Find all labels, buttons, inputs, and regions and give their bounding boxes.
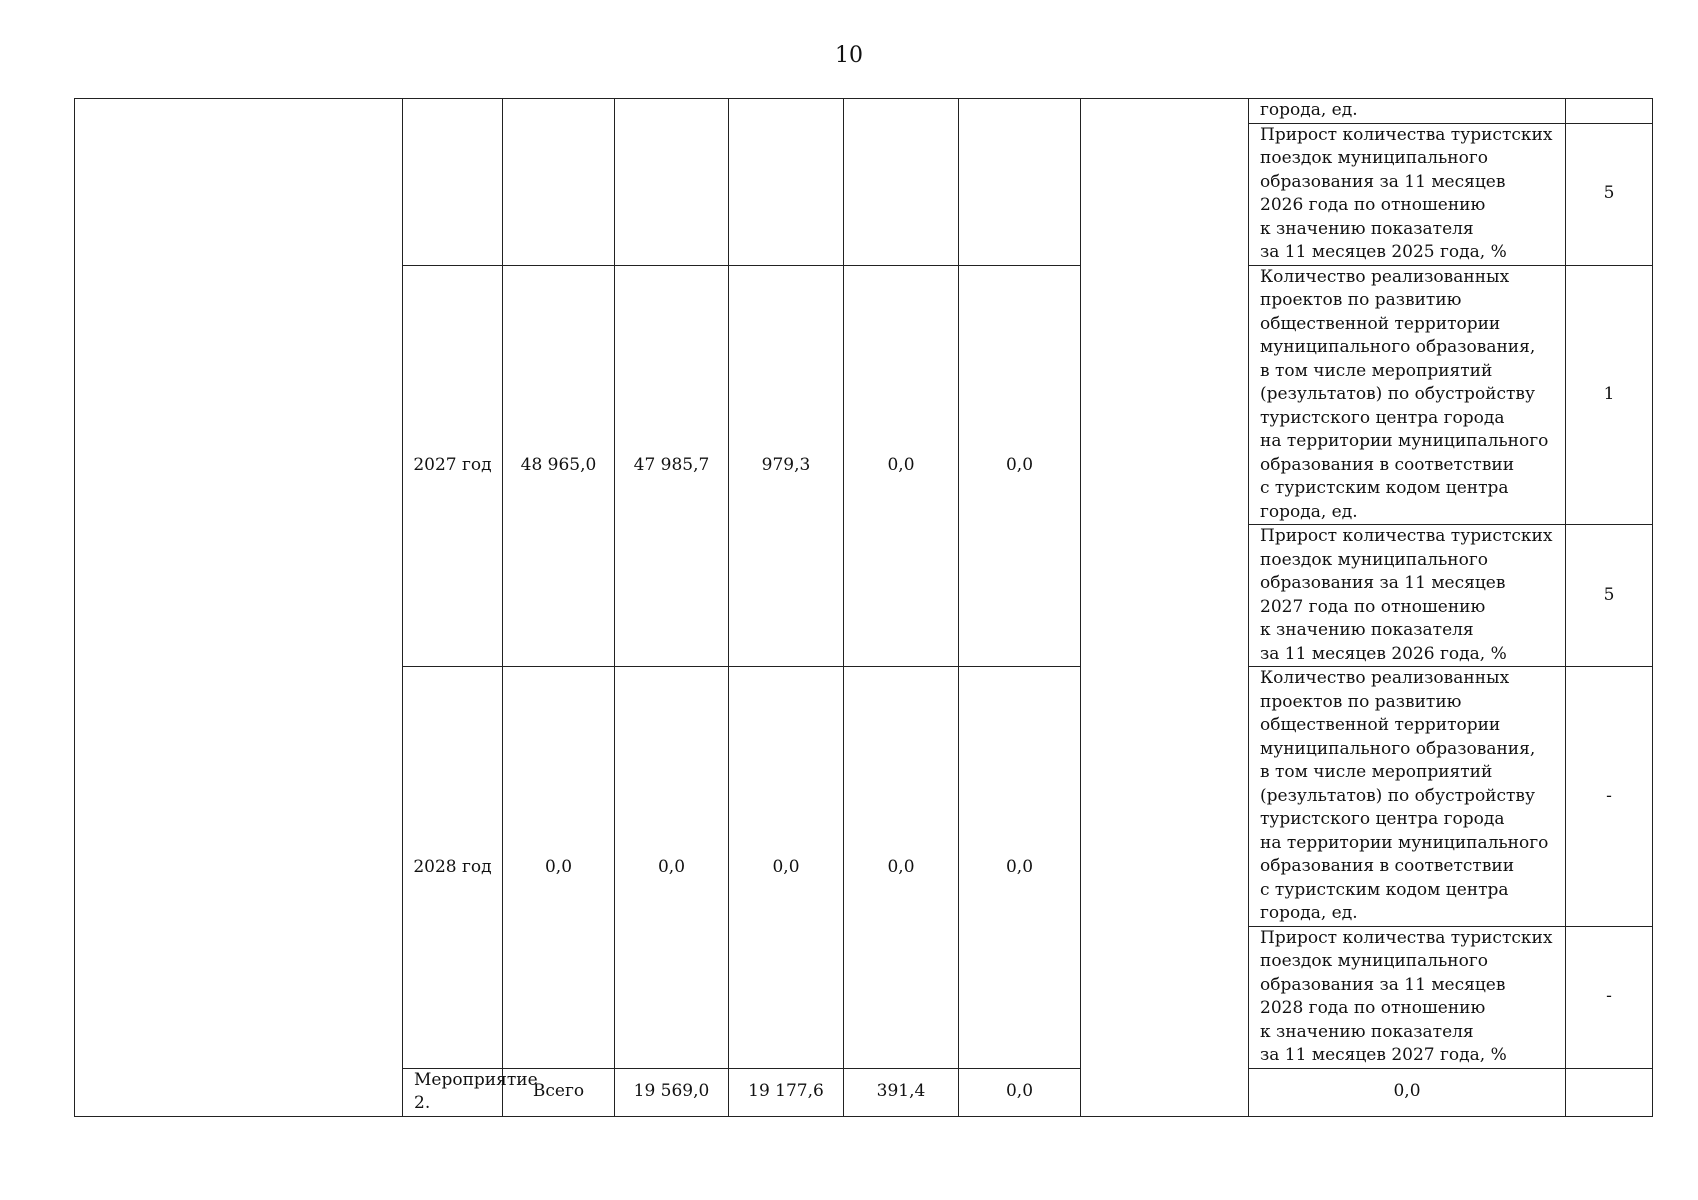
federal-amount: 0,0 <box>615 667 729 1069</box>
indicator-line: в том числе мероприятий <box>1260 762 1493 782</box>
indicator-line: поездок муниципального <box>1260 951 1489 971</box>
executor-cell <box>1081 99 1249 1117</box>
total-amount: 0,0 <box>503 667 615 1069</box>
indicator-line: (результатов) по обустройству <box>1260 384 1536 404</box>
indicator-line: образования за 11 месяцев <box>1260 573 1506 593</box>
indicator-line: Количество реализованных <box>1260 266 1510 287</box>
indicator-line: 2028 года по отношению <box>1260 998 1486 1018</box>
indicator-line: 2026 года по отношению <box>1260 195 1486 215</box>
indicator-projects-2028 <box>1249 667 1566 927</box>
executor-cell <box>1566 1068 1653 1116</box>
indicator-line: на территории муниципального <box>1260 832 1549 853</box>
indicator-line: (результатов) по обустройству <box>1260 785 1536 806</box>
event-name: Мероприятие 2. <box>403 1068 503 1116</box>
regional-amount: 391,4 <box>844 1068 959 1116</box>
indicator-line: за 11 месяцев 2026 года, % <box>1260 643 1507 664</box>
indicator-line: с туристским кодом центра <box>1260 478 1509 498</box>
indicator-line: образования за 11 месяцев <box>1260 171 1506 192</box>
indicator-line: к значению показателя <box>1260 1021 1474 1042</box>
other-amount: 0,0 <box>1249 1068 1566 1116</box>
indicator-line: Прирост количества туристских <box>1260 124 1553 145</box>
event-name-cell-continued <box>75 99 403 1117</box>
indicator-line: в том числе мероприятий <box>1260 360 1493 381</box>
indicator-line: образования за 11 месяцев <box>1260 974 1506 995</box>
indicator-line: города, ед. <box>1260 903 1358 923</box>
federal-amount: 19 177,6 <box>729 1068 844 1116</box>
indicator-line: туристского центра города <box>1260 809 1505 829</box>
total-cell-continued <box>503 99 615 266</box>
indicator-line: Прирост количества туристских <box>1260 526 1553 546</box>
indicator-line: поездок муниципального <box>1260 148 1489 168</box>
indicator-growth-2026 <box>1249 123 1566 265</box>
indicator-line: за 11 месяцев 2025 года, % <box>1260 242 1507 262</box>
local-cell-continued <box>844 99 959 266</box>
indicator-line: с туристским кодом центра <box>1260 879 1509 900</box>
regional-cell-continued <box>729 99 844 266</box>
indicator-growth-2028 <box>1249 926 1566 1068</box>
indicator-line: туристского центра города <box>1260 407 1505 428</box>
indicator-growth-2027 <box>1249 525 1566 667</box>
other-cell-continued <box>959 99 1081 266</box>
indicator-line: проектов по развитию <box>1260 691 1462 712</box>
other-amount: 0,0 <box>959 667 1081 1069</box>
indicator-value-cell <box>1566 99 1653 124</box>
indicator-line: города, ед. <box>1260 501 1358 522</box>
indicator-value: 5 <box>1566 525 1653 667</box>
local-amount: 0,0 <box>844 265 959 667</box>
indicator-line: поездок муниципального <box>1260 549 1489 570</box>
indicator-value: - <box>1566 926 1653 1068</box>
year-cell: Всего <box>503 1068 615 1116</box>
indicator-line: общественной территории <box>1260 715 1501 735</box>
indicator-line: образования в соответствии <box>1260 856 1515 876</box>
indicator-line: 2027 года по отношению <box>1260 596 1486 617</box>
indicator-line: на территории муниципального <box>1260 431 1549 451</box>
indicator-projects-2027 <box>1249 265 1566 525</box>
other-amount: 0,0 <box>959 265 1081 667</box>
federal-amount: 47 985,7 <box>615 265 729 667</box>
year-cell: 2028 год <box>403 667 503 1069</box>
indicator-line: проектов по развитию <box>1260 290 1462 310</box>
regional-amount: 979,3 <box>729 265 844 667</box>
indicator-line: к значению показателя <box>1260 620 1474 640</box>
indicator-line: за 11 месяцев 2027 года, % <box>1260 1045 1507 1065</box>
page-number: 10 <box>835 43 863 68</box>
year-cell-continued <box>403 99 503 266</box>
table-row <box>75 99 1653 124</box>
indicator-value: - <box>1566 667 1653 927</box>
indicator-line: образования в соответствии <box>1260 454 1515 475</box>
indicator-line: к значению показателя <box>1260 218 1474 239</box>
indicator-line: муниципального образования, <box>1260 738 1536 759</box>
federal-cell-continued <box>615 99 729 266</box>
indicator-tail-cell <box>1249 99 1566 124</box>
indicator-line: общественной территории <box>1260 313 1501 334</box>
indicator-value: 5 <box>1566 123 1653 265</box>
indicator-line: Количество реализованных <box>1260 668 1510 688</box>
regional-amount: 0,0 <box>729 667 844 1069</box>
program-events-table <box>74 98 1653 1117</box>
indicator-value: 1 <box>1566 265 1653 525</box>
year-cell: 2027 год <box>403 265 503 667</box>
indicator-line: муниципального образования, <box>1260 337 1536 357</box>
total-amount: 19 569,0 <box>615 1068 729 1116</box>
local-amount: 0,0 <box>844 667 959 1069</box>
local-amount: 0,0 <box>959 1068 1081 1116</box>
indicator-text: города, ед. <box>1260 100 1358 120</box>
total-amount: 48 965,0 <box>503 265 615 667</box>
indicator-line: Прирост количества туристских <box>1260 927 1553 948</box>
